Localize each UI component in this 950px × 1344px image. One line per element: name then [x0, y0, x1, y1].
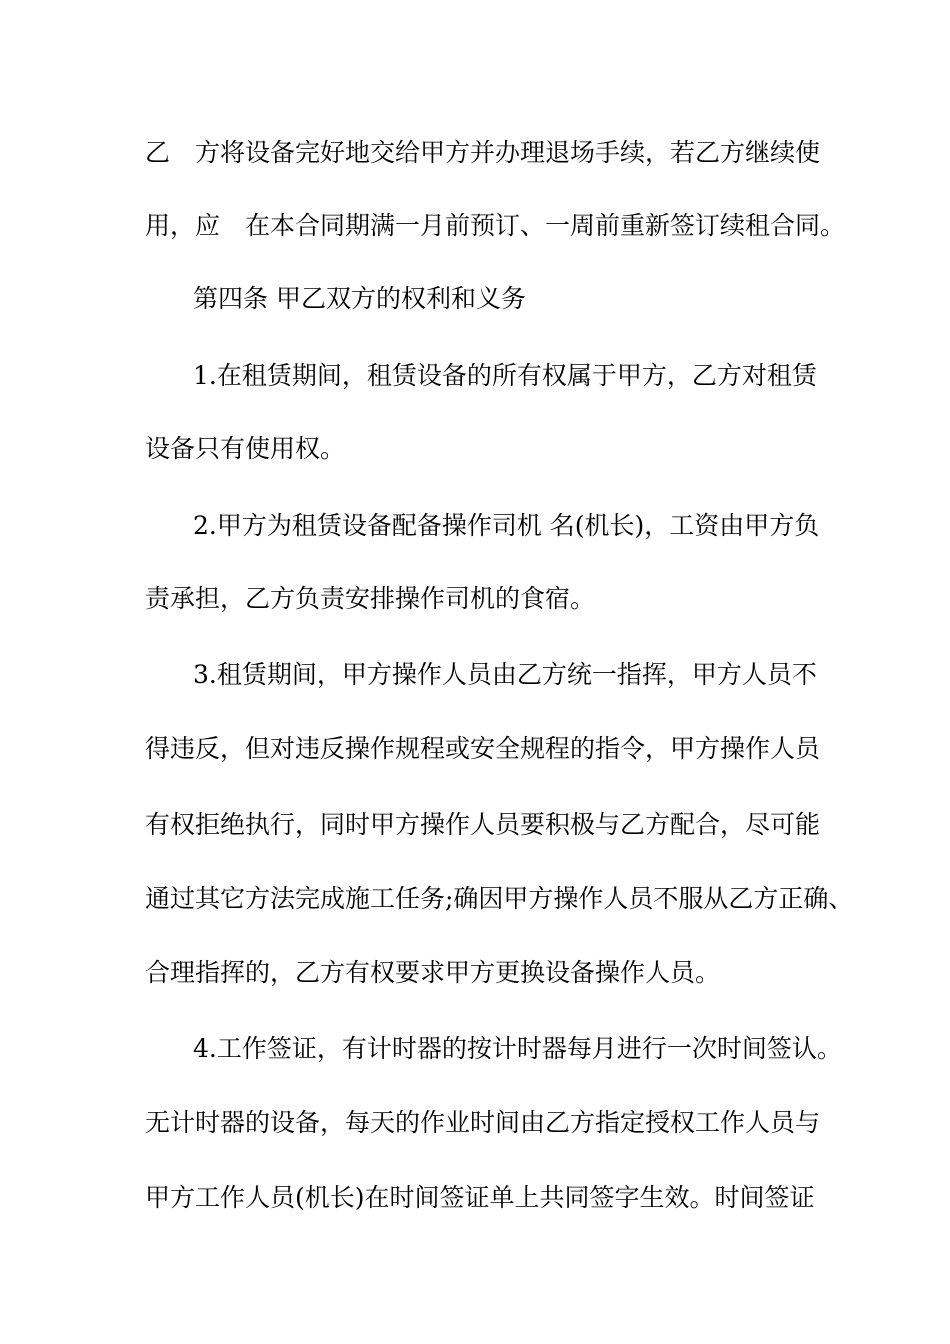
text-line-5: 设备只有使用权。 — [145, 434, 346, 463]
article-heading: 第四条 甲乙双方的权利和义务 — [193, 284, 526, 313]
text-line-6: 2.甲方为租赁设备配备操作司机 名(机长)，工资由甲方负 — [193, 511, 820, 540]
text-line-8: 3.租赁期间，甲方操作人员由乙方统一指挥，甲方人员不 — [193, 660, 817, 689]
text-line-4: 1.在租赁期间，租赁设备的所有权属于甲方，乙方对租赁 — [193, 361, 817, 390]
text-line-7: 责承担，乙方负责安排操作司机的食宿。 — [145, 584, 596, 613]
text-line-14: 无计时器的设备，每天的作业时间由乙方指定授权工作人员与 — [145, 1108, 821, 1137]
text-line-10: 有权拒绝执行，同时甲方操作人员要积极与乙方配合，尽可能 — [145, 810, 821, 839]
text-line-9: 得违反，但对违反操作规程或安全规程的指令，甲方操作人员 — [145, 734, 821, 763]
text-line-13: 4.工作签证，有计时器的按计时器每月进行一次时间签认。 — [193, 1034, 842, 1063]
text-line-2: 用，应 在本合同期满一月前预订、一周前重新签订续租合同。 — [145, 211, 846, 240]
text-line-11: 通过其它方法完成施工任务;确因甲方操作人员不服从乙方正确、 — [145, 884, 854, 913]
text-line-12: 合理指挥的，乙方有权要求甲方更换设备操作人员。 — [145, 958, 721, 987]
text-line-1: 乙 方将设备完好地交给甲方并办理退场手续，若乙方继续使 — [145, 138, 821, 167]
text-line-15: 甲方工作人员(机长)在时间签证单上共同签字生效。时间签证 — [145, 1183, 815, 1212]
